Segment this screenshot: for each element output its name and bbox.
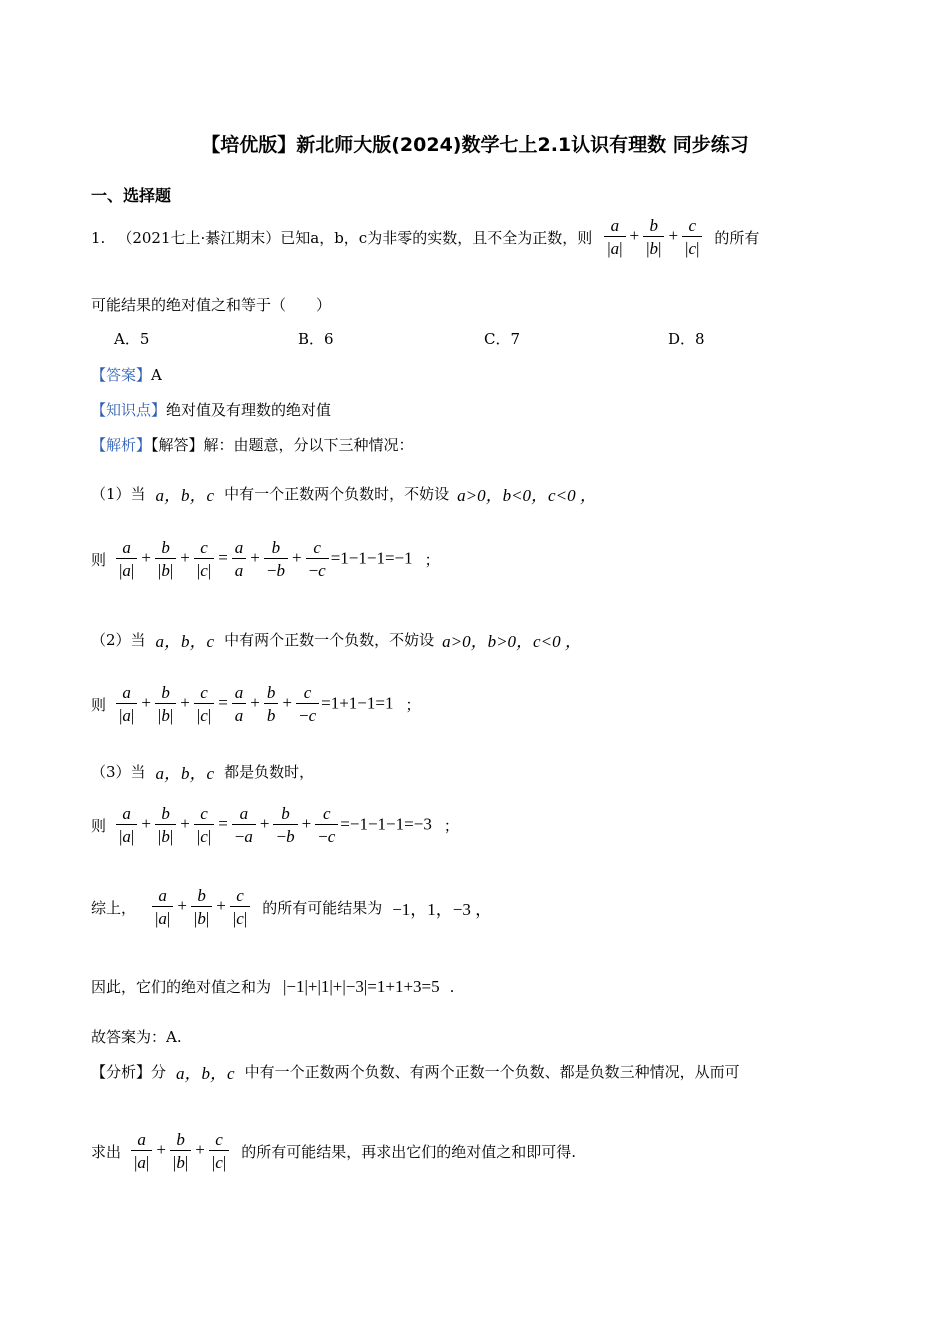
explain-a: 分	[151, 1063, 167, 1081]
case2-then: 则	[91, 696, 107, 714]
case1-formula: $\frac{a}{|a|}$ + $\frac{b}{|b|}$ + $\frac{c}{|c|}$ = $\frac{a}{a}$ + $\frac{b}{-b}$ + $\frac{c}{-c}$ =1−1−1=−1	[114, 538, 413, 581]
option-a: A．5	[114, 330, 150, 348]
final-answer: 故答案为：A.	[91, 1028, 182, 1046]
therefore-expression: |−1|+|1|+|−3|=1+1+3=5	[283, 976, 440, 996]
explain-vars: a，b，c	[176, 1064, 235, 1083]
summary-mid: 的所有可能结果为	[262, 899, 383, 917]
knowledge-value: 绝对值及有理数的绝对值	[166, 401, 332, 419]
case2-semicolon: ；	[405, 696, 421, 714]
option-c: C．7	[484, 330, 521, 348]
case1-semicolon: ；	[424, 551, 440, 569]
summary-line	[91, 886, 492, 929]
case1-formula-line	[91, 538, 440, 581]
option-b: B．6	[298, 330, 334, 348]
question-line-2: 可能结果的绝对值之和等于（ ）	[91, 296, 332, 314]
question-number: 1.	[91, 228, 106, 247]
case2-formula: $\frac{a}{|a|}$ + $\frac{b}{|b|}$ + $\frac{c}{|c|}$ = $\frac{a}{a}$ + $\frac{b}{b}$ + $\frac{c}{-c}$ =1+1−1=1	[114, 683, 393, 726]
explain-b: 中有一个正数两个负数、有两个正数一个负数、都是负数三种情况，从而可	[244, 1063, 740, 1081]
summary-formula: $\frac{a}{|a|}$ + $\frac{b}{|b|}$ + $\frac{c}{|c|}$	[150, 886, 252, 929]
answer-tag: 【答案】	[91, 366, 152, 384]
case2-formula-line	[91, 683, 420, 726]
case1-line	[91, 481, 597, 506]
case3-vars: a，b，c	[155, 764, 215, 783]
question-line-1	[91, 216, 759, 259]
analysis-line	[91, 434, 414, 455]
therefore-pre: 因此，它们的绝对值之和为	[91, 978, 272, 996]
case2-vars: a，b，c	[155, 632, 215, 651]
case1-condition: a>0，b<0，c<0 ，	[457, 486, 597, 505]
explain-c: 求出	[91, 1143, 122, 1161]
knowledge-tag: 【知识点】	[91, 401, 167, 419]
case3-mid: 都是负数时，	[224, 763, 315, 781]
case2-result: =1+1−1=1	[321, 693, 394, 713]
case1-label: （1）当	[91, 485, 146, 503]
case2-label: （2）当	[91, 631, 146, 649]
option-d: D．8	[668, 330, 705, 348]
explain-line-1	[91, 1059, 740, 1084]
summary-pre: 综上，	[91, 899, 137, 917]
case3-then: 则	[91, 817, 107, 835]
answer-line	[91, 364, 162, 385]
answer-value: A	[151, 366, 162, 384]
case2-line	[91, 627, 582, 652]
therefore-end: .	[449, 977, 455, 996]
case2-condition: a>0，b>0，c<0 ，	[442, 632, 582, 651]
explain-d: 的所有可能结果，再求出它们的绝对值之和即可得.	[241, 1143, 576, 1161]
analysis-intro: 【解答】解：由题意，分以下三种情况：	[151, 436, 414, 454]
case3-formula: $\frac{a}{|a|}$ + $\frac{b}{|b|}$ + $\frac{c}{|c|}$ = $\frac{a}{-a}$ + $\frac{b}{-b}$ + $\frac{c}{-c}$ =−1−1−1=−3	[114, 804, 432, 847]
sum-fraction-expression: $\frac{a}{|a|}$ + $\frac{b}{|b|}$ + $\frac{c}{|c|}$	[602, 216, 704, 259]
knowledge-line	[91, 399, 331, 420]
case3-formula-line	[91, 804, 459, 847]
case1-mid: 中有一个正数两个负数时，不妨设	[224, 485, 450, 503]
analysis-tag: 【解析】	[91, 436, 152, 454]
case3-result: =−1−1−1=−3	[340, 814, 432, 834]
explain-tag: 【分析】	[91, 1063, 152, 1081]
section-heading: 一、选择题	[91, 186, 172, 205]
question-text: 已知a，b，c为非零的实数，且不全为正数，则	[280, 229, 593, 247]
summary-values: −1，1，−3 ，	[392, 900, 493, 919]
explain-formula: $\frac{a}{|a|}$ + $\frac{b}{|b|}$ + $\frac{c}{|c|}$	[129, 1130, 231, 1173]
case1-then: 则	[91, 551, 107, 569]
case3-line	[91, 759, 314, 784]
case2-mid: 中有两个正数一个负数，不妨设	[224, 631, 435, 649]
question-source: （2021七上·綦江期末）	[117, 229, 281, 247]
case3-semicolon: ；	[443, 817, 459, 835]
case1-vars: a，b，c	[155, 486, 215, 505]
case1-result: =1−1−1=−1	[330, 548, 413, 568]
question-text-end: 的所有	[714, 229, 760, 247]
case3-label: （3）当	[91, 763, 146, 781]
page-title: 【培优版】新北师大版(2024)数学七上2.1认识有理数 同步练习	[201, 134, 749, 156]
explain-line-2	[91, 1130, 576, 1173]
therefore-line	[91, 976, 454, 997]
